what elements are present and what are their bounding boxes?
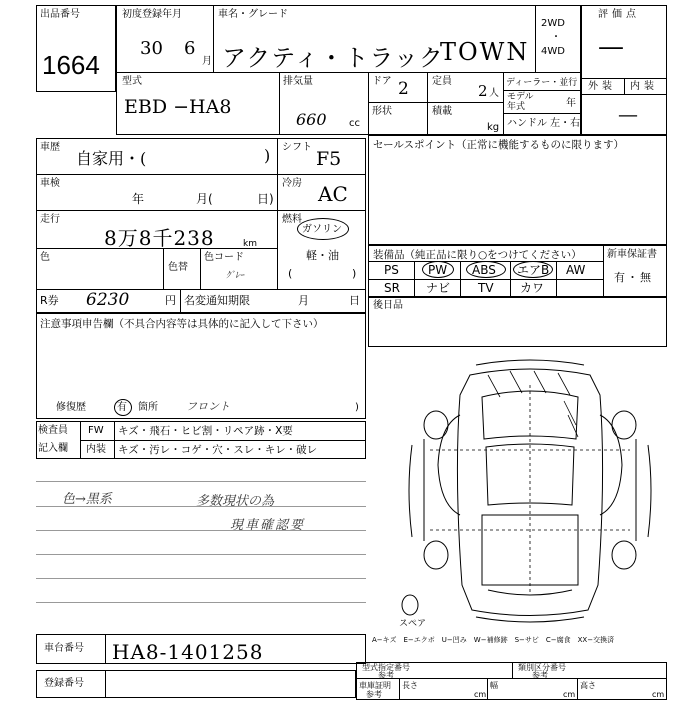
location-close: ) [355,402,359,413]
mileage-unit: km [243,239,257,249]
model-year-label: モデル年式 [507,92,534,112]
capacity-value: 2 [478,82,488,100]
aircon-label: 冷房 [282,178,302,189]
location-value: フロント [186,400,230,413]
equip-sr: SR [384,281,400,295]
class-label: 類別区分番号 [518,663,566,672]
location-label: 箇所 [138,402,158,413]
drive-dot: ・ [551,32,561,43]
chassis-value: HA8-1401258 [112,640,264,664]
shift-label: シフト [282,142,312,153]
type-cert-label: 型式指定番号 [362,663,410,672]
load-label: 積載 [432,106,452,117]
aftermarket-label: 後日品 [373,300,403,311]
repair-label: 修復歴 [56,402,86,413]
color-code-value: ｸﾞﾚｰ [226,271,245,281]
drive-4wd: 4WD [541,46,565,57]
width-unit: cm [563,690,576,699]
model-label: 型式 [122,76,142,87]
doors-label: ドア [372,76,392,87]
recycle-value: 6230 [86,290,130,310]
equip-airbag: エアB [517,263,550,277]
inspector-interior-text: キズ・汚レ・コゲ・穴・スレ・キレ・破レ [118,444,318,456]
first-reg-month: 6 [184,38,196,59]
equip-aw: AW [566,263,586,277]
aftermarket-box [368,297,667,347]
type-cert-sub: 参考 [378,671,394,680]
inspection-month-unit: 月( [196,192,213,206]
sales-point-box [368,135,667,245]
equip-navi: ナビ [426,281,451,295]
registration-label: 登録番号 [44,678,84,689]
inspection-day-unit: 日) [257,192,274,206]
garage-sub: 参考 [366,690,382,699]
inspector-fw-label: FW [88,425,104,436]
inspection-year-unit: 年 [132,192,145,206]
capacity-label: 定員 [432,76,452,87]
repaint-label: 色替 [168,262,188,273]
color-label: 色 [40,252,50,263]
recycle-label: R券 [40,294,59,307]
equipment-label: 装備品（純正品に限り○をつけてください） [373,249,582,261]
exterior-label: 外装 [588,81,616,92]
dealer-label: ディーラー・並行 [506,78,578,88]
year-unit: 年 [566,98,576,109]
first-reg-label: 初度登録年月 [122,9,182,20]
notes-label: 注意事項申告欄（不具合内容等は具体的に記入して下さい） [40,318,324,330]
interior-label: 内装 [630,81,658,92]
shift-value: F5 [316,148,342,170]
score-value: — [598,32,624,62]
doors-value: 2 [398,79,409,99]
fuel-paren-open: ( [288,267,293,280]
score-label: 評価点 [598,9,640,20]
fuel-diesel: 軽・油 [306,249,339,262]
inspector-interior-label: 内装 [86,444,106,455]
car-damage-diagram [400,355,660,630]
registration-box [36,670,356,698]
car-name: アクティ・トラック [222,44,444,72]
handwritten-note-2: 多数現状の為 [196,494,275,509]
car-grade: TOWN [440,38,530,66]
equip-leather: カワ [520,281,545,295]
shape-label: 形状 [372,106,392,117]
name-change-label: 名変通知期限 [184,294,250,307]
equip-pw: PW [428,263,448,277]
length-label: 長さ [402,681,418,690]
model-code: EBD −HA8 [124,96,232,118]
inspector-label-2: 記入欄 [38,443,68,454]
displacement-value: 660 [296,110,327,129]
height-unit: cm [652,690,665,699]
inspection-label: 車検 [40,178,60,189]
first-reg-year: 30 [140,38,163,59]
inspector-fw-text: キズ・飛石・ヒビ割・リペア跡・X要 [118,425,293,437]
chassis-label: 車台番号 [44,643,84,654]
aircon-value: AC [318,182,348,206]
class-sub: 参考 [532,671,548,680]
color-code-label: 色コード [204,252,244,263]
fuel-label: 燃料 [282,214,302,225]
length-unit: cm [474,690,487,699]
spare-label: スペア [399,619,427,629]
load-unit: kg [487,122,500,133]
name-change-day: 日 [349,294,360,307]
fuel-gasoline: ガソリン [302,224,342,235]
lot-number: 1664 [42,50,100,80]
inspector-label-1: 検査員 [38,425,68,436]
equip-abs: ABS [472,263,496,277]
handwritten-note-1: 色→黒系 [62,492,112,507]
mileage-label: 走行 [40,214,60,225]
warranty-value: 有・無 [614,271,653,284]
first-reg-month-unit: 月 [202,56,212,67]
warranty-label: 新車保証書 [607,249,657,260]
handwritten-note-3: 現車確認要 [230,518,306,533]
fuel-paren-close: ) [352,267,357,280]
history-value: 自家用・( [76,149,147,168]
mileage-value: 8万8千238 [104,226,215,250]
name-change-month: 月 [298,294,309,307]
recycle-unit: 円 [165,294,176,307]
displacement-unit: cc [349,118,360,129]
displacement-label: 排気量 [283,76,313,87]
drive-2wd: 2WD [541,18,565,29]
car-name-label: 車名・グレード [218,9,288,20]
height-label: 高さ [580,681,596,690]
equip-ps: PS [384,263,399,277]
repair-value: 有 [117,402,127,413]
sales-point-label: セールスポイント（正常に機能するものに限ります） [373,139,625,151]
width-label: 幅 [490,681,498,690]
ext-int-value: — [618,102,638,126]
handle-label: ハンドル 左・右 [507,118,581,129]
history-close: ) [264,146,271,165]
equip-tv: TV [478,281,494,295]
capacity-unit: 人 [489,88,499,99]
diagram-legend: A−キズ E−エクボ U−凹み W−補修跡 S−サビ C−腐食 XX−交換済 [372,636,615,644]
lot-label: 出品番号 [40,9,80,20]
history-label: 車歴 [40,142,60,153]
garage-label: 車庫証明 [359,681,391,690]
